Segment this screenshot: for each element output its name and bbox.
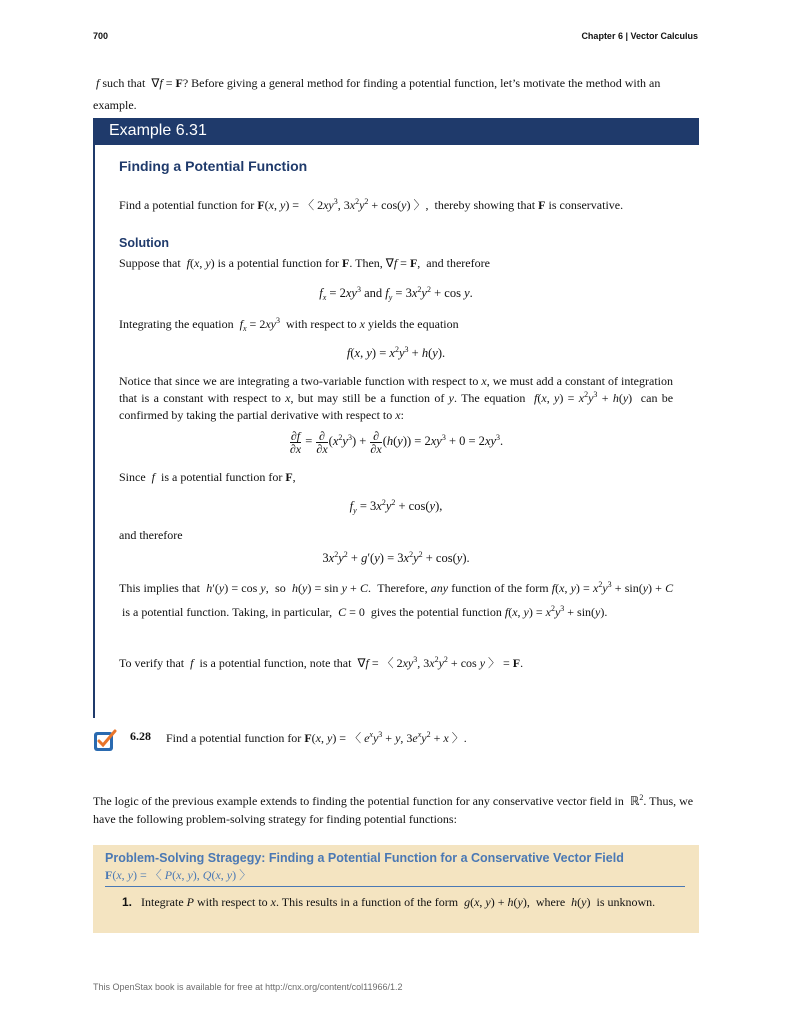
solution-line-1: Suppose that f(x, y) is a potential function for F. Then, ∇f = F, and therefore: [119, 256, 490, 270]
equation-partials: $f_x = 2xy^3$ and $f_y = 3x^2y^2 + \cos y$.: [319, 285, 473, 302]
checkpoint-checkbox-icon: [93, 728, 117, 752]
solution-paragraph-6: This implies that h′(y) = cos y, so h(y) = sin y + C. Therefore, any function of the form f(x, $y) = x^2y^3 + \sin(y) + C$ is a potential function. Taking, in particular, C = 0 gives the potential function f(x, $y) = x^2y^3 + \sin(y)$.: [119, 580, 674, 619]
page-number: 700: [93, 31, 109, 41]
strategy-divider: [105, 886, 685, 887]
solution-line-5: and therefore: [119, 528, 183, 542]
checkpoint-text: Find a potential function for F(x, y) = 〈 $e^xy^3 + y$, $3e^xy^2 + x$ 〉.: [166, 730, 467, 745]
solution-line-4: Since f is a potential function for F,: [119, 470, 296, 484]
checkpoint-number: 6.28: [130, 729, 151, 743]
chapter-title: Chapter 6 | Vector Calculus: [581, 31, 698, 41]
equation-fy: $f_y = 3x^2y^2 + \cos(y)$,: [349, 498, 443, 515]
equation-gprime: $3x^2y^2 + g'(y) = 3x^2y^2 + \cos(y)$.: [322, 550, 470, 565]
solution-paragraph-3: Notice that since we are integrating a two-variable function with respect to x, we must add a constant of integration that is a constant with respect to x, but may still be a function of y. The equation f(x, $y) = x^2y^3 + h(y)$ can be confirmed by taking the partial derivative with respect to x:: [119, 374, 674, 422]
example-label: Example 6.31: [109, 122, 207, 139]
solution-line-2: Integrating the equation $f_x = 2xy^3$ with respect to x yields the equation: [119, 316, 459, 333]
strategy-field-expression: F(x, y) = 〈 P(x, y), Q(x, y) 〉: [105, 868, 252, 882]
example-problem: Find a potential function for F(x, y) = 〈 $2xy^3$, $3x^2y^2 + \cos(y)$ 〉, thereby showing that F is conservative.: [119, 197, 624, 212]
solution-line-7: To verify that f is a potential function, note that ∇f = 〈 $2xy^3$, $3x^2y^2 + \cos y$ 〉 = F.: [119, 655, 524, 670]
intro-paragraph: f such that ∇f = F? Before giving a general method for finding a potential function, let’s motivate the method with an example.: [93, 76, 661, 112]
strategy-title: Problem-Solving Stragegy: Finding a Potential Function for a Conservative Vector Field: [105, 851, 624, 865]
solution-heading: Solution: [119, 236, 169, 250]
strategy-step-1: 1. Integrate P with respect to x. This results in a function of the form g(x, y) + h(y), where h(y) is unknown.: [122, 895, 656, 909]
footer-note: This OpenStax book is available for free at http://cnx.org/content/col11966/1.2: [93, 982, 403, 992]
logic-paragraph: The logic of the previous example extends to finding the potential function for any conservative vector field in ℝ$^2$. Thus, we have the following problem-solving strategy for finding potential functions:: [93, 793, 694, 826]
equation-partial-derivative: $\frac{\partial f}{\partial x}$ = $\frac{\partial}{\partial x}$ $(x^2y^3)$ + $\frac{\partial}{\partial x}$ $(h(y)) = 2xy^3 + 0 = 2xy^3$.: [289, 429, 504, 456]
example-title: Finding a Potential Function: [119, 158, 308, 174]
example-header-bar: [93, 118, 699, 145]
equation-integrated: f(x, $y) = x^2y^3 + h(y)$.: [346, 345, 446, 360]
